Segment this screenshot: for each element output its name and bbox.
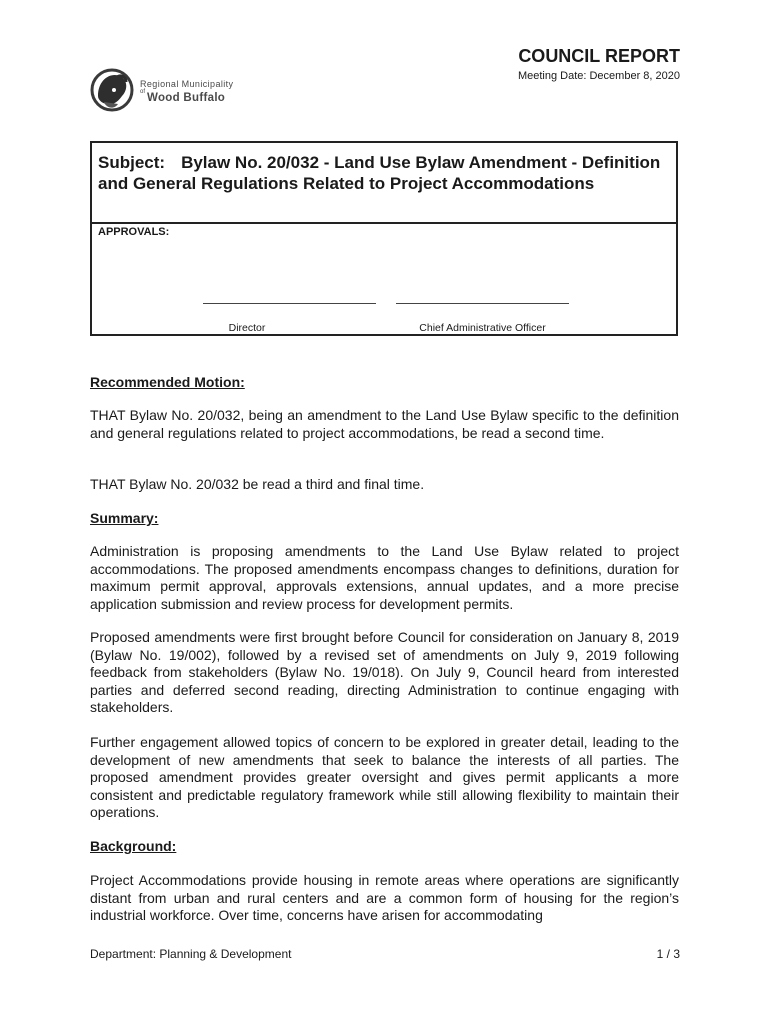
logo-line1: Regional Municipality (140, 79, 234, 89)
subject-box (90, 141, 678, 336)
background-paragraph-1: Project Accommodations provide housing in remote areas where operations are significantly distant from urban and rural centers and are a common form of housing for the region’s industrial workforce. Over time, concerns have arisen for accommodating (90, 872, 679, 924)
director-label: Director (228, 322, 266, 334)
summary-paragraph-1: Administration is proposing amendments to the Land Use Bylaw related to project accommodations. The proposed amendments encompass changes to definitions, duration for maximum permit approval, approvals extensions, annual updates, and a more precise application submission and review process for development permits. (90, 543, 679, 612)
meeting-date: Meeting Date: December 8, 2020 (517, 70, 680, 82)
bison-head-icon (90, 66, 134, 116)
subject-title: Bylaw No. 20/032 - Land Use Bylaw Amendment - Definition and General Regulations Related to Project Accommodations (98, 153, 661, 193)
summary-heading: Summary: (90, 510, 159, 526)
footer-department: Department: Planning & Development (90, 947, 292, 961)
report-title: COUNCIL REPORT (518, 46, 680, 66)
logo-line2: Wood Buffalo (147, 92, 226, 104)
approvals-label: APPROVALS: (98, 226, 170, 238)
logo-wordmark (140, 80, 233, 105)
motion-paragraph-1: THAT Bylaw No. 20/032, being an amendment to the Land Use Bylaw specific to the definition and general regulations related to project accommodations, be read a second time. (90, 407, 679, 441)
subject-label: Subject: (98, 153, 166, 172)
director-signature-line (203, 303, 376, 304)
logo-of: of (140, 89, 146, 95)
summary-paragraph-3: Further engagement allowed topics of concern to be explored in greater detail, leading to the development of new amendments that seek to balance the interests of all parties. The proposed amendment provides greater oversight and gives permit applicants a more consistent and predictable regulatory framework while still allowing flexibility to maintain their operations. (90, 734, 679, 821)
motion-paragraph-2: THAT Bylaw No. 20/032 be read a third and final time. (90, 476, 425, 492)
summary-paragraph-2: Proposed amendments were first brought before Council for consideration on January 8, 2019 (Bylaw No. 19/002), followed by a revised set of amendments on July 9, 2019 following feedback from stakeholders (Bylaw No. 19/018). On July 9, Council heard from interested parties and deferred second reading, directing Administration to continue engaging with stakeholders. (90, 629, 679, 716)
cao-signature-line (396, 303, 569, 304)
cao-label: Chief Administrative Officer (419, 322, 546, 334)
background-heading: Background: (90, 838, 177, 854)
subject-text (98, 152, 670, 194)
page-number: 1 / 3 (656, 947, 680, 961)
municipality-logo (90, 66, 250, 116)
subject-header (92, 143, 676, 224)
recommended-motion-heading: Recommended Motion: (90, 374, 245, 390)
